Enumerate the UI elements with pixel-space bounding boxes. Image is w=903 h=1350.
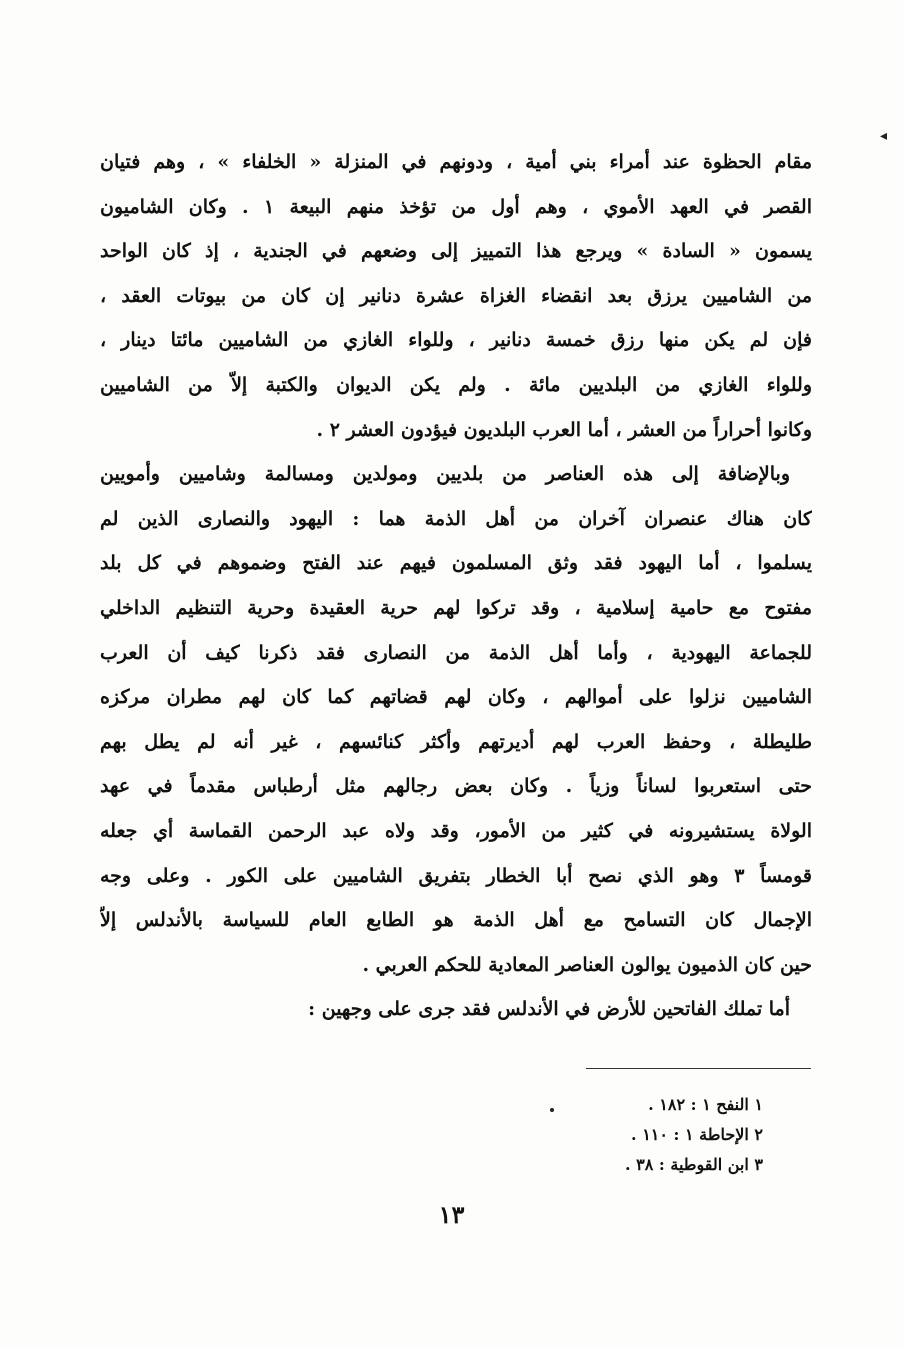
body-line: الإجمال كان التسامح مع أهل الذمة هو الطابع العام للسياسة بالأندلس إلاّ (100, 909, 812, 932)
body-line: الولاة يستشيرونه في كثير من الأمور، وقد ولاه عبد الرحمن القماسة أي جعله (100, 819, 812, 842)
body-line: حتى استعربوا لساناً وزياً . وكان بعض رجالهم مثل أرطباس مقدماً في عهد (100, 775, 812, 798)
body-line: من الشاميين يرزق بعد انقضاء الغزاة عشرة دنانير إن كان من بيوتات العقد ، (100, 284, 812, 307)
body-text (100, 140, 812, 1032)
footnotes (625, 1090, 763, 1180)
body-line: للجماعة اليهودية ، وأما أهل الذمة من النصارى فقد ذكرنا كيف أن العرب (100, 641, 812, 664)
margin-mark: ◂ (879, 128, 887, 144)
body-line: مقام الحظوة عند أمراء بني أمية ، ودونهم في المنزلة « الخلفاء » ، وهم فتيان (100, 151, 812, 173)
footnote-item: ١ النفح ١ : ١٨٢ . (648, 1095, 763, 1114)
body-line: وبالإضافة إلى هذه العناصر من بلديين ومولدين ومسالمة وشاميين وأمويين (100, 463, 790, 486)
body-line: الشاميين نزلوا على أموالهم ، وكان لهم قضاتهم كما كان لهم مطران مركزه (100, 686, 812, 709)
page-number: ١٣ (438, 1200, 465, 1229)
body-line: وللواء الغازي من البلديين مائة . ولم يكن الديوان والكتبة إلاّ من الشاميين (100, 373, 812, 396)
body-line: أما تملك الفاتحين للأرض في الأندلس فقد جرى على وجهين : (308, 998, 790, 1021)
ink-dot (550, 1108, 554, 1112)
body-line: حين كان الذميون يوالون العناصر المعادية للحكم العربي . (362, 953, 812, 976)
footnote-divider (586, 1068, 811, 1069)
body-line: فإن لم يكن منها رزق خمسة دنانير ، وللواء الغازي من الشاميين مائتا دينار ، (100, 329, 812, 352)
body-line: كان هناك عنصران آخران من أهل الذمة هما : اليهود والنصارى الذين لم (100, 507, 812, 530)
body-line: القصر في العهد الأموي ، وهم أول من تؤخذ منهم البيعة ١ . وكان الشاميون (100, 195, 812, 218)
body-line: يسلموا ، أما اليهود فقد وثق المسلمون فيهم عند الفتح وضموهم في كل بلد (100, 552, 812, 575)
body-line: مفتوح مع حامية إسلامية ، وقد تركوا لهم حرية العقيدة وحرية التنظيم الداخلي (100, 596, 812, 619)
body-line: يسمون « السادة » ويرجع هذا التمييز إلى وضعهم في الجندية ، إذ كان الواحد (100, 240, 812, 263)
body-line: قومساً ٣ وهو الذي نصح أبا الخطار بتفريق الشاميين على الكور . وعلى وجه (100, 864, 812, 887)
footnote-item: ٢ الإحاطة ١ : ١١٠ . (631, 1125, 763, 1144)
footnote-item: ٣ ابن القوطية : ٣٨ . (624, 1155, 763, 1174)
body-line: طليطلة ، وحفظ العرب لهم أديرتهم وأكثر كنائسهم ، غير أنه لم يطل بهم (100, 730, 812, 753)
body-line: وكانوا أحراراً من العشر ، أما العرب البلديون فيؤدون العشر ٢ . (316, 418, 812, 441)
